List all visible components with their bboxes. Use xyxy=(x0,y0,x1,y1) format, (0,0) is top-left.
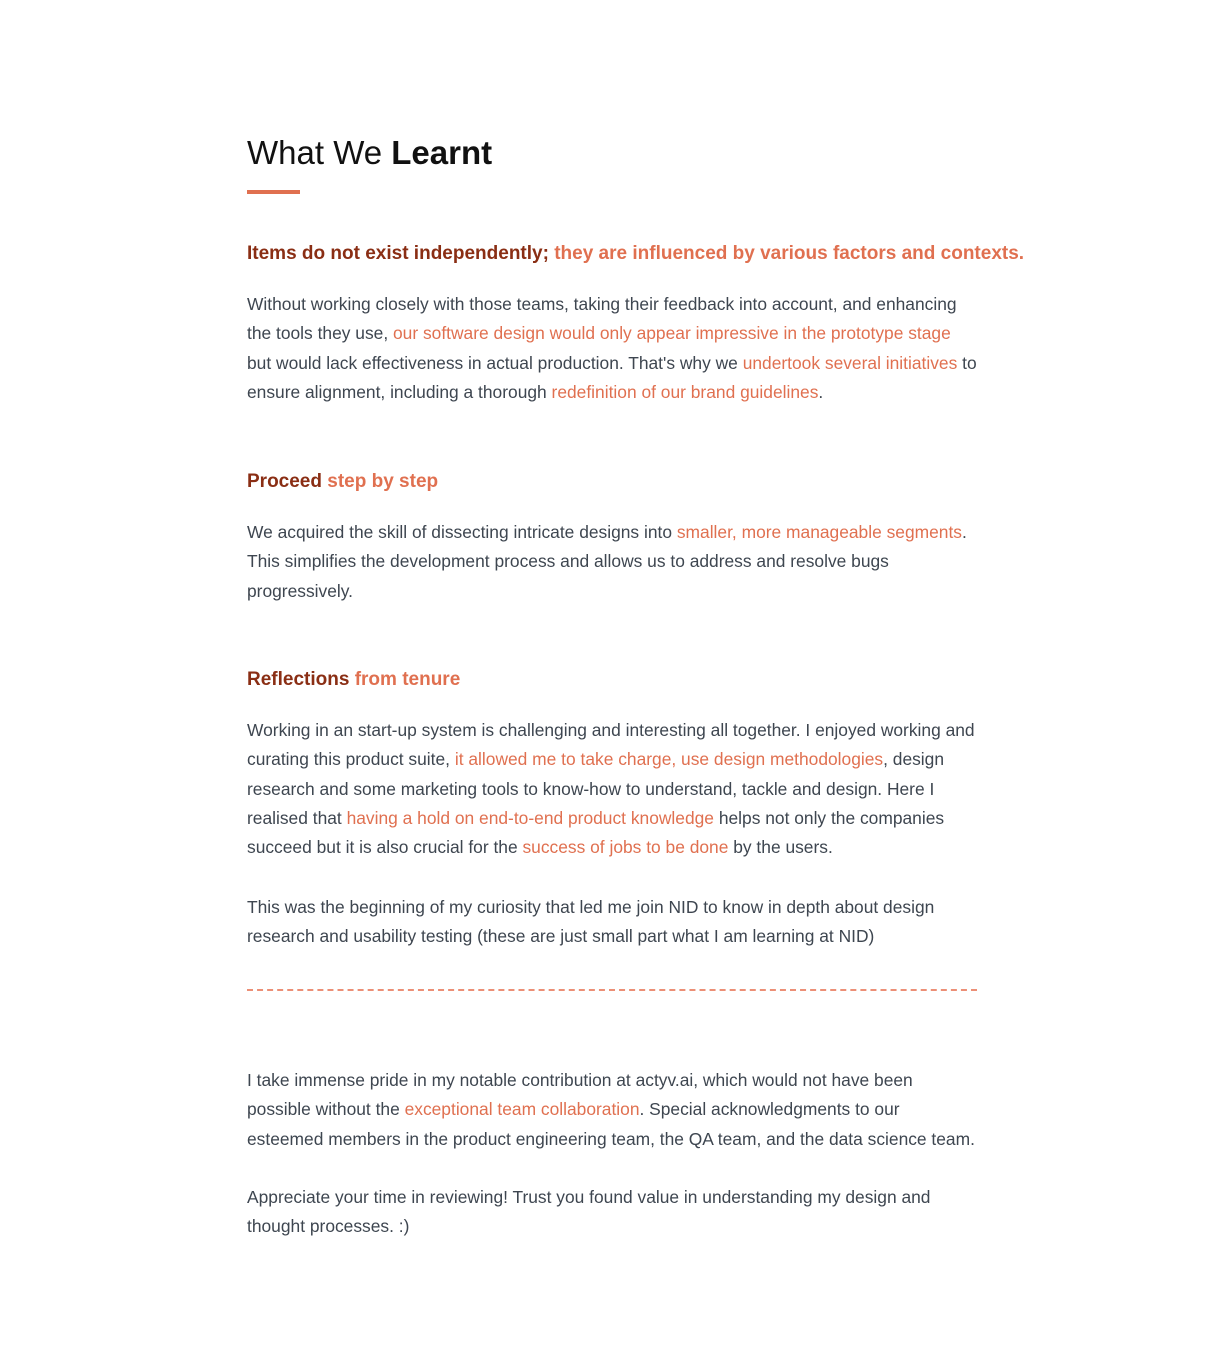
highlight-text: exceptional team collaboration xyxy=(404,1099,640,1120)
paragraph-text: , design research and some marketing tools to know-how to understand, tackle and design. Here I realised that xyxy=(247,749,945,828)
section-heading-items xyxy=(247,241,1024,267)
highlight-text: success of jobs to be done xyxy=(522,837,729,858)
section-heading-dark: Proceed xyxy=(247,471,322,492)
section-heading-reflections xyxy=(247,667,460,693)
section-heading-accent: they are influenced by various factors and contexts. xyxy=(548,243,1025,264)
section-heading-dark: Items do not exist independently; xyxy=(247,243,549,264)
section-heading-accent: from tenure xyxy=(349,669,461,690)
section-heading-proceed xyxy=(247,469,438,495)
page-title-bold: Learnt xyxy=(391,134,493,171)
page-title xyxy=(247,131,492,175)
section-paragraph-proceed xyxy=(247,518,977,606)
paragraph-text: . This simplifies the development process and allows us to address and resolve bugs progressively. xyxy=(247,522,967,601)
title-underline-accent xyxy=(247,190,300,194)
paragraph-text: . Special acknowledgments to our esteemed members in the product engineering team, the QA team, and the data science team. xyxy=(247,1099,975,1149)
section-paragraph-items xyxy=(247,290,977,407)
closing-paragraph-acknowledgments xyxy=(247,1066,977,1154)
highlight-text: it allowed me to take charge, use design methodologies xyxy=(454,749,884,770)
highlight-text: having a hold on end-to-end product knowledge xyxy=(346,807,714,828)
paragraph-text: to ensure alignment, including a thorough xyxy=(247,352,977,402)
paragraph-text: helps not only the companies succeed but it is also crucial for the xyxy=(247,807,945,858)
section-divider xyxy=(247,989,977,991)
section-paragraph-reflections xyxy=(247,716,977,862)
section-heading-dark: Reflections xyxy=(247,669,350,690)
closing-paragraph-thanks: Appreciate your time in reviewing! Trust you found value in understanding my design and thought processes. :) xyxy=(247,1187,931,1237)
section-heading-accent: step by step xyxy=(321,471,439,492)
paragraph-text: . xyxy=(818,381,824,402)
paragraph-text: We acquired the skill of dissecting intricate designs into xyxy=(247,522,677,542)
highlight-text: undertook several initiatives xyxy=(742,352,958,373)
paragraph-text: I take immense pride in my notable contribution at actyv.ai, which would not have been possible without the xyxy=(247,1070,913,1120)
section-paragraph-nid: This was the beginning of my curiosity that led me join NID to know in depth about design research and usability testing (these are just small part what I am learning at NID) xyxy=(247,897,935,947)
highlight-text: smaller, more manageable segments xyxy=(676,522,962,542)
highlight-text: redefinition of our brand guidelines xyxy=(551,381,819,402)
paragraph-text: Without working closely with those teams, taking their feedback into account, and enhancing the tools they use, xyxy=(247,294,957,344)
paragraph-text: by the users. xyxy=(728,837,833,858)
paragraph-text: but would lack effectiveness in actual production. That's why we xyxy=(247,352,743,373)
highlight-text: our software design would only appear impressive in the prototype stage xyxy=(392,323,951,344)
page-title-regular: What We xyxy=(247,134,392,171)
paragraph-text: Working in an start-up system is challenging and interesting all together. I enjoyed working and curating this product suite, xyxy=(247,720,975,770)
